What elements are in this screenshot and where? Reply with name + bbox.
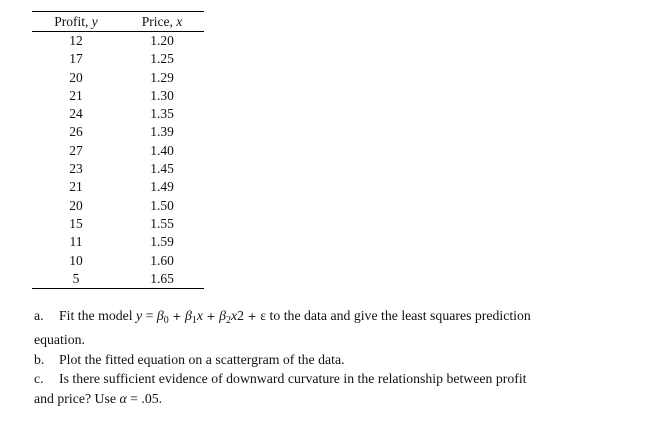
- beta-0: β: [156, 308, 164, 323]
- price-cell: 1.39: [150, 124, 174, 140]
- profit-cell: 11: [69, 234, 83, 250]
- profit-cell: 24: [69, 106, 83, 122]
- table-row: [32, 69, 204, 87]
- price-cell: 1.45: [150, 161, 174, 177]
- price-cell: 1.59: [150, 234, 174, 250]
- header-price: [120, 12, 204, 32]
- question-c-continued: [34, 389, 624, 408]
- model-y: y: [136, 308, 143, 323]
- profit-price-table: [32, 11, 204, 289]
- profit-cell: 20: [69, 197, 83, 213]
- profit-cell: 15: [69, 215, 83, 231]
- model-x2: x: [231, 308, 238, 323]
- table-row: [32, 87, 204, 105]
- alpha-symbol: α: [119, 390, 127, 406]
- price-cell: 1.25: [150, 51, 174, 67]
- profit-cell: 10: [69, 252, 83, 268]
- beta-1: β: [184, 308, 192, 323]
- beta-2: β: [219, 308, 227, 323]
- header-price-label: Price,: [141, 14, 173, 29]
- plus-3: +: [244, 310, 261, 323]
- question-c-label: c.: [34, 371, 44, 387]
- plus-2: +: [202, 310, 220, 323]
- beta-2-sub: 2: [226, 315, 232, 326]
- model-epsilon: ε: [260, 308, 270, 323]
- table-row: [32, 32, 204, 51]
- profit-cell: 5: [32, 270, 120, 289]
- question-c-text2: and price? Use: [34, 390, 120, 406]
- profit-cell: 12: [69, 33, 83, 48]
- model-eq: =: [142, 308, 157, 323]
- table-body: [32, 32, 204, 289]
- table-row: [32, 270, 204, 289]
- model-x2-power: 2: [237, 308, 245, 323]
- table-header-row: [32, 12, 204, 32]
- alpha-value: = .05.: [126, 390, 163, 406]
- price-cell: 1.35: [150, 106, 174, 122]
- table-row: [32, 178, 204, 196]
- header-profit: [32, 12, 120, 32]
- question-a: [34, 306, 624, 330]
- profit-cell: 21: [69, 87, 83, 103]
- price-cell: 1.49: [150, 179, 174, 195]
- question-a-label: a.: [34, 308, 44, 323]
- beta-0-sub: 0: [163, 315, 169, 326]
- question-a-rest: to the data and give the least squares prediction: [269, 308, 531, 323]
- question-a-intro: Fit the model: [59, 308, 137, 323]
- table-row: [32, 197, 204, 215]
- model-x1: x: [196, 308, 203, 323]
- question-a-continued: equation.: [34, 332, 85, 348]
- questions-block: [34, 306, 624, 408]
- question-c-text1: Is there sufficient evidence of downward curvature in the relationship between profit: [59, 371, 527, 387]
- table-row: [32, 50, 204, 68]
- price-cell: 1.55: [150, 215, 174, 231]
- header-profit-label: Profit,: [54, 14, 89, 29]
- price-cell: 1.40: [150, 142, 174, 158]
- header-price-var: x: [176, 14, 183, 29]
- profit-cell: 27: [69, 142, 83, 158]
- question-b: [34, 350, 624, 369]
- table-row: [32, 215, 204, 233]
- profit-cell: 20: [69, 69, 83, 85]
- table-row: [32, 160, 204, 178]
- beta-1-sub: 1: [191, 315, 197, 326]
- price-cell: 1.65: [120, 270, 204, 289]
- price-cell: 1.29: [150, 69, 174, 85]
- table-row: [32, 142, 204, 160]
- price-cell: 1.60: [150, 252, 174, 268]
- price-cell: 1.50: [150, 197, 174, 213]
- question-b-label: b.: [34, 351, 45, 367]
- profit-cell: 21: [69, 179, 83, 195]
- table-row: [32, 123, 204, 141]
- profit-cell: 23: [69, 161, 83, 177]
- question-b-text: Plot the fitted equation on a scattergram of the data.: [59, 351, 345, 367]
- price-cell: 1.30: [150, 87, 174, 103]
- profit-cell: 17: [69, 51, 83, 67]
- price-cell: 1.20: [150, 33, 174, 48]
- plus-1: +: [168, 310, 185, 323]
- header-profit-var: y: [91, 14, 98, 29]
- profit-cell: 26: [69, 124, 83, 140]
- question-c: [34, 369, 624, 388]
- table-row: [32, 105, 204, 123]
- table-row: [32, 233, 204, 251]
- table-row: [32, 252, 204, 270]
